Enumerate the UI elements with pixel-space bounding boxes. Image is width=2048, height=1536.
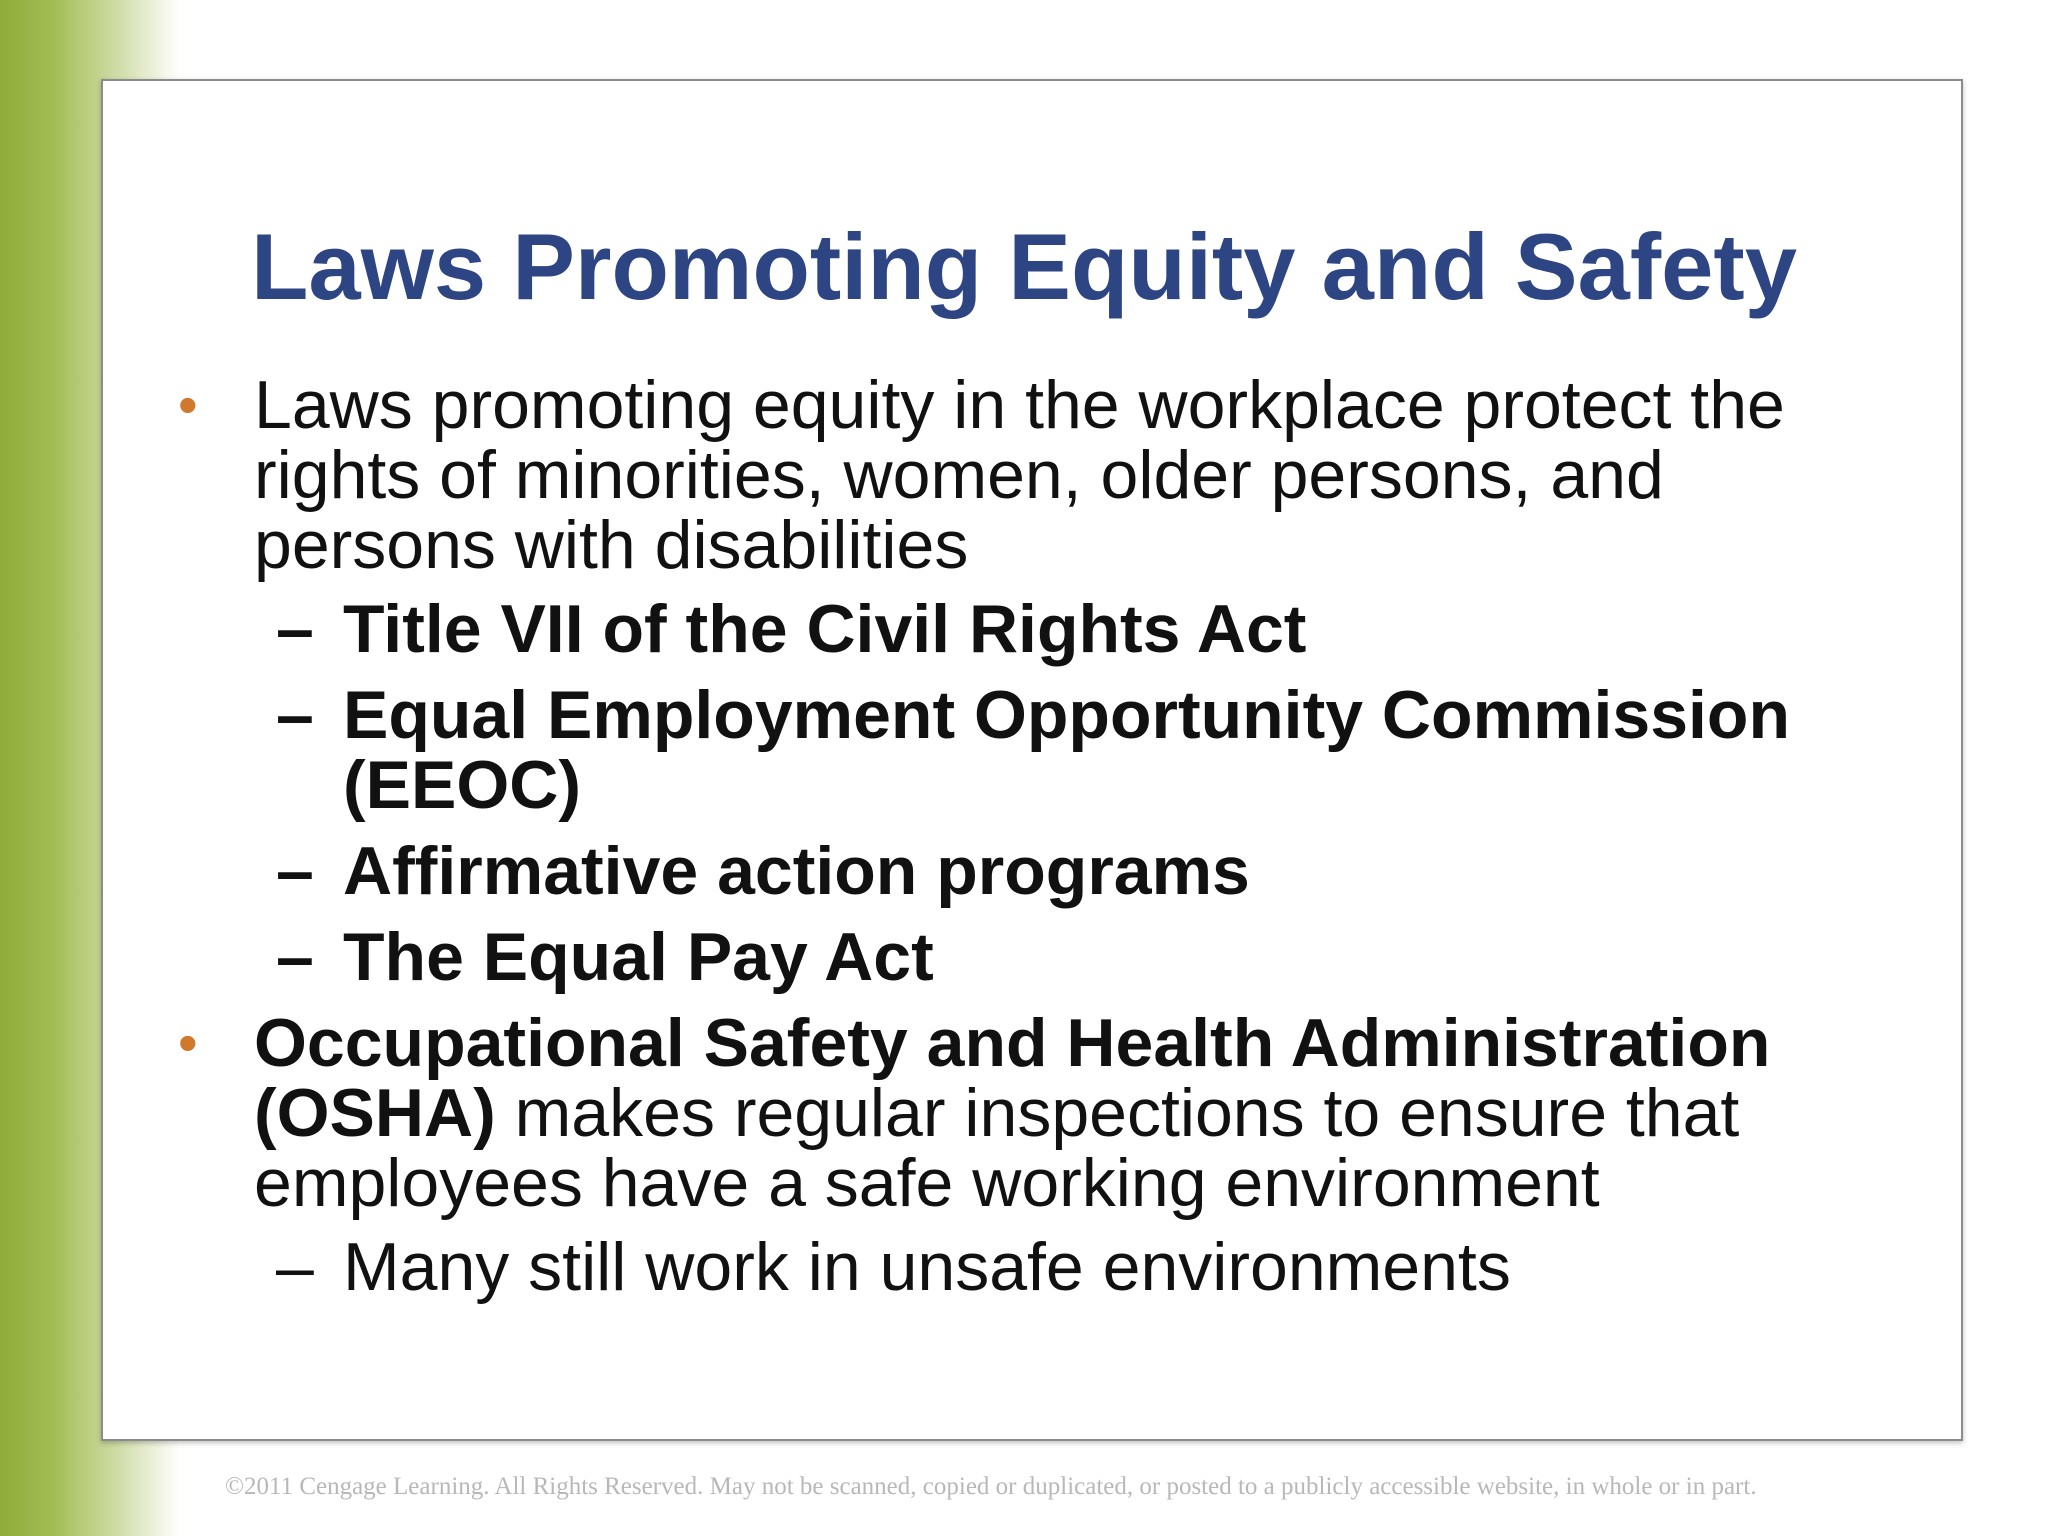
subitem-text: The Equal Pay Act (343, 919, 934, 995)
slide-title: Laws Promoting Equity and Safety (251, 214, 1797, 319)
bullet-equity-laws (178, 367, 1838, 583)
subitem-text: Title VII of the Civil Rights Act (343, 591, 1307, 667)
bullet-bold-text: Occupational Safety and Health Administration (OSHA) (254, 1005, 1771, 1151)
subitem-eeoc (178, 677, 1838, 823)
bullet-osha (178, 1005, 1838, 1221)
bullet-marker: • (178, 1011, 198, 1074)
dash-marker: – (276, 591, 314, 667)
dash-marker: – (276, 677, 314, 753)
dash-marker: – (276, 1229, 314, 1305)
bullet-text: makes regular inspections to ensure that employees have a safe working environment (254, 1075, 1740, 1221)
subitem-text: Affirmative action programs (343, 833, 1250, 909)
subitem-affirmative-action (178, 833, 1838, 909)
dash-marker: – (276, 919, 314, 995)
bullet-marker: • (178, 373, 198, 436)
copyright-footer: ©2011 Cengage Learning. All Rights Reserved. May not be scanned, copied or duplicated, or posted to a publicly accessible website, in whole or in part. (225, 1473, 1757, 1500)
subitem-title-vii (178, 591, 1838, 667)
bullet-text: Laws promoting equity in the workplace protect the rights of minorities, women, older persons, and persons with disabilities (254, 367, 1785, 583)
slide-content (178, 367, 1838, 1318)
subitem-text: Equal Employment Opportunity Commission (EEOC) (343, 677, 1790, 823)
subitem-equal-pay-act (178, 919, 1838, 995)
dash-marker: – (276, 833, 314, 909)
subitem-text: Many still work in unsafe environments (343, 1229, 1511, 1305)
subitem-unsafe-environments (178, 1229, 1838, 1305)
